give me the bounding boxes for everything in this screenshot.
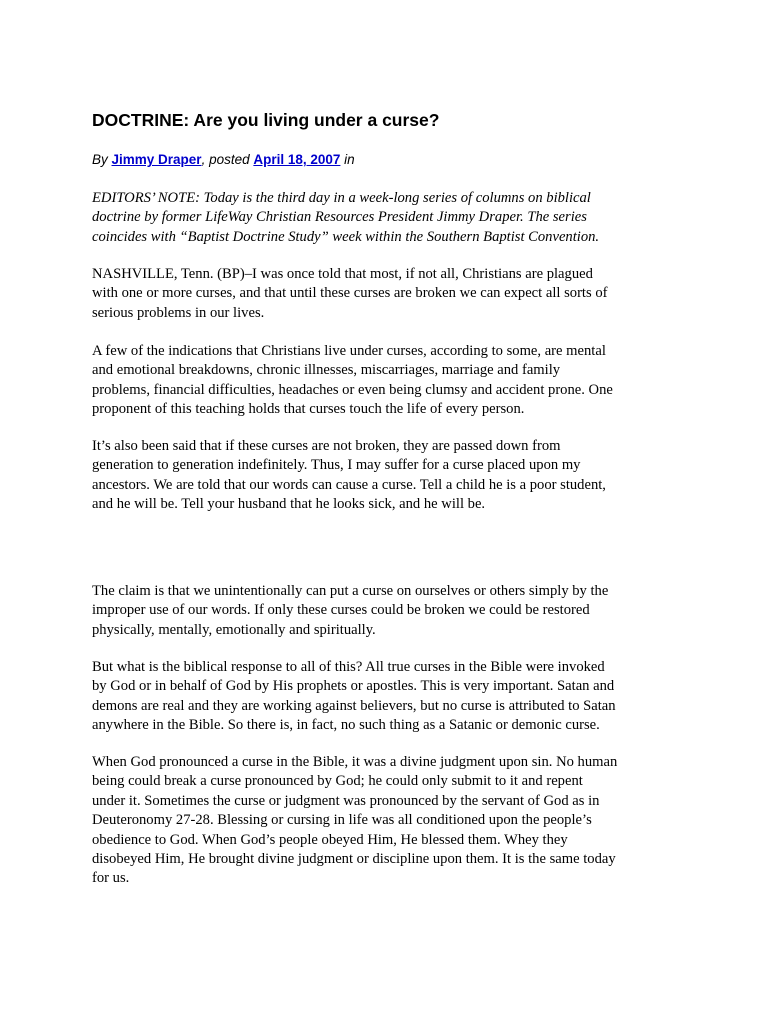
paragraph-line: demons are real and they are working against believers, but no curse is attributed to Satan	[92, 697, 616, 714]
paragraph-line: serious problems in our lives.	[92, 304, 265, 321]
paragraph-1	[92, 265, 692, 323]
byline-prefix: By	[92, 152, 112, 167]
paragraph-line: obedience to God. When God’s people obeyed Him, He blessed them. Whey they	[92, 831, 568, 848]
editors-note-line: doctrine by former LifeWay Christian Resources President Jimmy Draper. The series	[92, 209, 587, 226]
editors-note-line: EDITORS’ NOTE: Today is the third day in a week-long series of columns on biblical	[92, 190, 591, 206]
paragraph-line: by God or in behalf of God by His prophets or apostles. This is very important. Satan and	[92, 678, 615, 695]
byline-suffix: in	[340, 152, 355, 167]
editors-note	[92, 189, 692, 247]
paragraph-line: problems, financial difficulties, headaches or even being clumsy and accident prone. One	[92, 381, 613, 398]
paragraph-line: physically, mentally, emotionally and spiritually.	[92, 621, 376, 638]
paragraph-line: A few of the indications that Christians live under curses, according to some, are mental	[92, 343, 606, 359]
paragraph-5	[92, 658, 692, 736]
editors-note-line: coincides with “Baptist Doctrine Study” week within the Southern Baptist Convention.	[92, 228, 600, 245]
paragraph-line: anywhere in the Bible. So there is, in fact, no such thing as a Satanic or demonic curse.	[92, 717, 600, 734]
date-link[interactable]: April 18, 2007	[253, 152, 341, 167]
author-link[interactable]: Jimmy Draper	[111, 152, 202, 167]
paragraph-line: ancestors. We are told that our words can cause a curse. Tell a child he is a poor student,	[92, 476, 606, 493]
paragraph-line: proponent of this teaching holds that curses touch the life of every person.	[92, 401, 525, 418]
paragraph-line: The claim is that we unintentionally can put a curse on ourselves or others simply by the	[92, 583, 609, 599]
paragraph-line: improper use of our words. If only these curses could be broken we could be restored	[92, 602, 590, 619]
byline-posted: , posted	[201, 152, 254, 167]
paragraph-line: with one or more curses, and that until these curses are broken we can expect all sorts of	[92, 285, 608, 302]
paragraph-line: Deuteronomy 27-28. Blessing or cursing in life was all conditioned upon the people’s	[92, 812, 592, 829]
paragraph-6	[92, 753, 692, 889]
paragraph-line: But what is the biblical response to all of this? All true curses in the Bible were invoked	[92, 659, 605, 675]
paragraph-line: and emotional breakdowns, chronic illnesses, miscarriages, marriage and family	[92, 362, 561, 379]
article-title: DOCTRINE: Are you living under a curse?	[92, 110, 440, 130]
paragraph-3	[92, 437, 692, 515]
paragraph-line: being could break a curse pronounced by God; he could only submit to it and repent	[92, 773, 583, 790]
paragraph-line: generation to generation indefinitely. Thus, I may suffer for a curse placed upon my	[92, 457, 581, 474]
paragraph-line: under it. Sometimes the curse or judgment was pronounced by the servant of God as in	[92, 792, 600, 809]
paragraph-line: for us.	[92, 870, 130, 887]
paragraph-line: It’s also been said that if these curses are not broken, they are passed down from	[92, 438, 561, 454]
byline	[92, 151, 355, 169]
paragraph-line: When God pronounced a curse in the Bible, it was a divine judgment upon sin. No human	[92, 754, 618, 770]
paragraph-line: disobeyed Him, He brought divine judgment or discipline upon them. It is the same today	[92, 851, 616, 868]
paragraph-2	[92, 342, 692, 420]
paragraph-4	[92, 582, 692, 640]
paragraph-line: and he will be. Tell your husband that he looks sick, and he will be.	[92, 496, 486, 513]
paragraph-line: NASHVILLE, Tenn. (BP)–I was once told that most, if not all, Christians are plagued	[92, 266, 593, 282]
